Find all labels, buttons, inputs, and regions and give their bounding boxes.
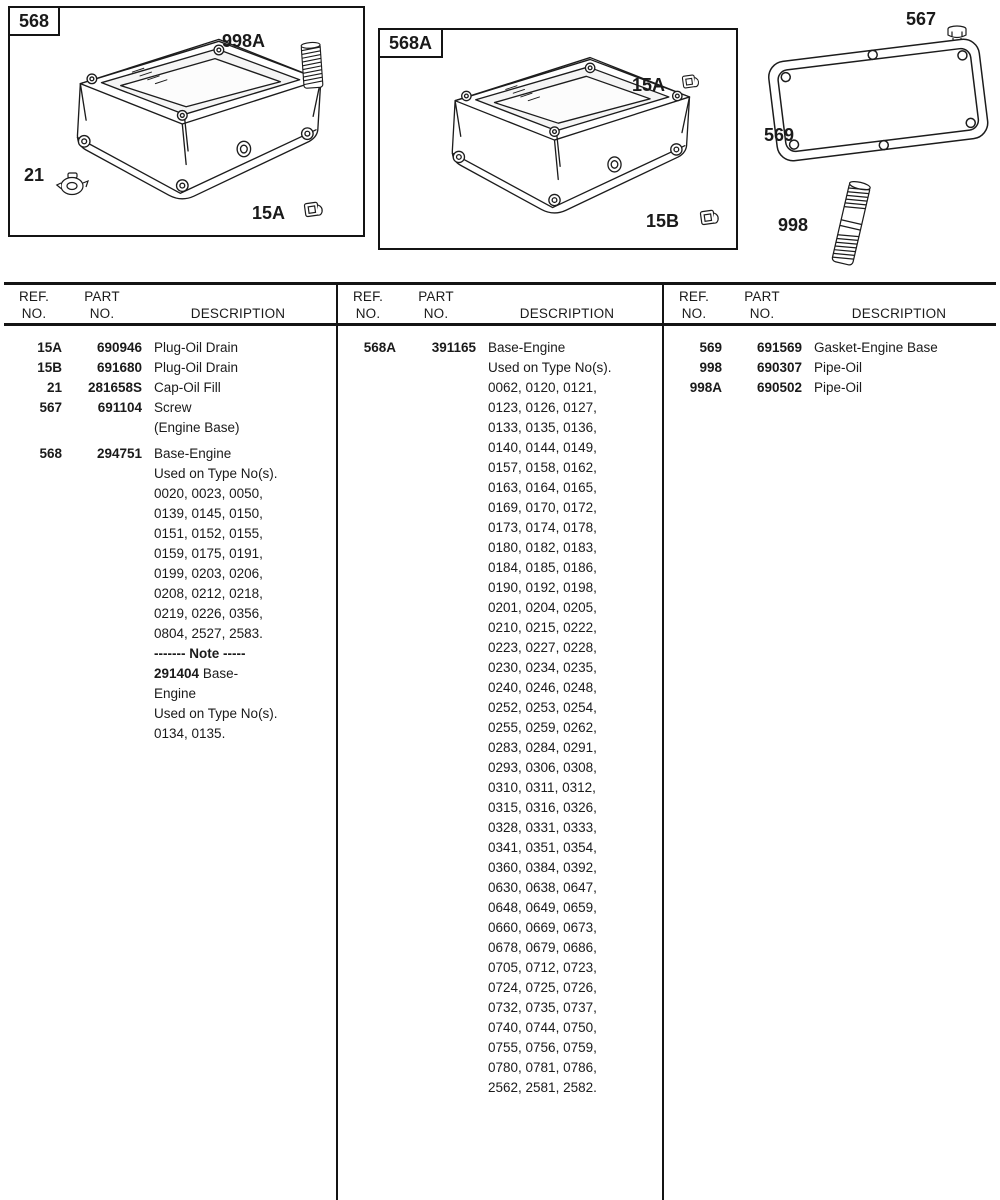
ref-no-cell: 21 — [46, 380, 62, 395]
oil-plug-15B-drawing — [698, 207, 724, 229]
ref-no-cell — [340, 618, 396, 638]
table-row — [340, 498, 658, 518]
description-cell: 2562, 2581, 2582. — [488, 1080, 597, 1095]
ref-no-cell — [6, 564, 62, 584]
part-no-cell — [396, 438, 476, 458]
ref-no-cell — [340, 538, 396, 558]
table-row — [340, 698, 658, 718]
ref-no-cell — [340, 698, 396, 718]
part-no-cell: 281658S — [87, 380, 142, 395]
table-row — [340, 998, 658, 1018]
ref-no-cell — [340, 718, 396, 738]
part-no-cell — [396, 878, 476, 898]
part-no-cell — [62, 704, 142, 724]
part-no-cell: 690307 — [756, 360, 802, 375]
table-row — [340, 898, 658, 918]
ref-no-cell — [6, 524, 62, 544]
table-row — [6, 524, 334, 544]
ref-no-cell — [6, 704, 62, 724]
parts-column-3 — [666, 338, 996, 398]
table-row — [340, 1038, 658, 1058]
table-row — [6, 444, 334, 464]
part-no-cell — [62, 544, 142, 564]
ref-no-cell — [340, 858, 396, 878]
table-row — [666, 338, 996, 358]
table-row — [6, 544, 334, 564]
part-no-cell — [396, 678, 476, 698]
part-no-cell — [396, 838, 476, 858]
description-cell: (Engine Base) — [154, 420, 240, 435]
description-cell: 0705, 0712, 0723, — [488, 960, 597, 975]
table-row — [340, 758, 658, 778]
table-row — [340, 858, 658, 878]
description-cell: Plug-Oil Drain — [154, 360, 239, 375]
part-no-cell — [62, 624, 142, 644]
table-row — [6, 684, 334, 704]
ref-no-cell: 15B — [37, 360, 62, 375]
part-no-cell — [396, 618, 476, 638]
ref-no-cell — [340, 1058, 396, 1078]
part-no-cell — [62, 524, 142, 544]
part-no-cell — [62, 644, 142, 664]
part-no-cell: 690946 — [96, 340, 142, 355]
part-no-cell — [62, 664, 142, 684]
table-divider-2 — [662, 282, 664, 1200]
part-no-cell — [396, 858, 476, 878]
part-no-cell — [396, 978, 476, 998]
figure-box-568A — [378, 28, 738, 250]
part-no-cell — [396, 558, 476, 578]
ref-no-cell: 568A — [363, 340, 396, 355]
header-ref-label: REF. — [18, 289, 50, 304]
callout-15A: 15A — [252, 203, 286, 223]
ref-no-cell — [340, 378, 396, 398]
table-row — [6, 624, 334, 644]
description-cell: 0240, 0246, 0248, — [488, 680, 597, 695]
figure-tag-568A: 568A — [378, 28, 443, 58]
description-cell: 0804, 2527, 2583. — [154, 626, 263, 641]
ref-no-cell: 998 — [699, 360, 722, 375]
part-no-cell — [62, 464, 142, 484]
table-row — [6, 724, 334, 744]
part-no-cell — [396, 638, 476, 658]
table-row — [6, 604, 334, 624]
description-cell: 0230, 0234, 0235, — [488, 660, 597, 675]
ref-no-cell — [340, 838, 396, 858]
oil-plug-15A-drawing — [302, 199, 328, 221]
part-no-cell — [396, 998, 476, 1018]
callout-998A: 998A — [222, 31, 266, 51]
header-ref-no: NO. — [355, 306, 381, 321]
part-no-cell — [62, 564, 142, 584]
table-row — [340, 478, 658, 498]
description-cell: 0660, 0669, 0673, — [488, 920, 597, 935]
ref-no-cell — [6, 504, 62, 524]
description-cell: 0328, 0331, 0333, — [488, 820, 597, 835]
part-no-cell — [62, 484, 142, 504]
description-cell: Engine — [154, 686, 197, 701]
table-row — [340, 1058, 658, 1078]
description-cell: 291404 Base- — [154, 666, 239, 681]
ref-no-cell — [340, 978, 396, 998]
table-row — [340, 818, 658, 838]
description-cell: Used on Type No(s). — [488, 360, 612, 375]
description-cell: 0732, 0735, 0737, — [488, 1000, 597, 1015]
part-no-cell: 691569 — [756, 340, 802, 355]
ref-no-cell — [340, 558, 396, 578]
table-row — [340, 978, 658, 998]
table-row — [340, 438, 658, 458]
ref-no-cell: 15A — [37, 340, 62, 355]
ref-no-cell: 569 — [699, 340, 722, 355]
description-cell: Screw — [154, 400, 192, 415]
callout-15B: 15B — [646, 211, 680, 231]
part-no-cell — [396, 538, 476, 558]
table-row — [340, 1078, 658, 1098]
oil-pipe-998A-drawing — [296, 38, 330, 94]
description-cell: 0315, 0316, 0326, — [488, 800, 597, 815]
ref-no-cell — [340, 658, 396, 678]
description-cell: ------- Note ----- — [154, 646, 246, 661]
ref-no-cell — [340, 778, 396, 798]
table-row — [340, 558, 658, 578]
ref-no-cell — [340, 418, 396, 438]
ref-no-cell — [340, 498, 396, 518]
ref-no-cell — [340, 1078, 396, 1098]
ref-no-cell: 568 — [39, 446, 62, 461]
table-row — [6, 584, 334, 604]
part-no-cell — [396, 598, 476, 618]
table-row — [340, 838, 658, 858]
part-no-cell — [396, 898, 476, 918]
table-row — [340, 578, 658, 598]
description-cell: 0062, 0120, 0121, — [488, 380, 597, 395]
table-header-1 — [6, 289, 334, 321]
callout-569: 569 — [764, 125, 795, 145]
ref-no-cell — [340, 638, 396, 658]
ref-no-cell — [340, 1018, 396, 1038]
callout-567: 567 — [906, 9, 937, 29]
part-no-cell — [396, 1078, 476, 1098]
callout-998: 998 — [778, 215, 809, 235]
ref-no-cell — [340, 678, 396, 698]
description-cell: 0020, 0023, 0050, — [154, 486, 263, 501]
ref-no-cell — [340, 958, 396, 978]
table-row — [340, 358, 658, 378]
ref-no-cell — [6, 724, 62, 744]
table-row — [340, 338, 658, 358]
description-cell: 0134, 0135. — [154, 726, 226, 741]
table-row — [6, 564, 334, 584]
part-no-cell — [62, 418, 142, 438]
description-cell: Used on Type No(s). — [154, 466, 278, 481]
part-no-cell — [396, 1038, 476, 1058]
description-cell: Gasket-Engine Base — [814, 340, 938, 355]
header-description: DESCRIPTION — [851, 306, 947, 321]
description-cell: 0755, 0756, 0759, — [488, 1040, 597, 1055]
part-no-cell — [396, 518, 476, 538]
description-cell: Pipe-Oil — [814, 360, 863, 375]
parts-column-1 — [6, 338, 334, 744]
figure-box-568 — [8, 6, 365, 237]
part-no-cell — [396, 698, 476, 718]
part-no-cell — [396, 1018, 476, 1038]
table-row — [340, 918, 658, 938]
description-cell: 0648, 0649, 0659, — [488, 900, 597, 915]
ref-no-cell — [340, 478, 396, 498]
part-no-cell — [396, 958, 476, 978]
description-cell: 0341, 0351, 0354, — [488, 840, 597, 855]
ref-no-cell — [340, 878, 396, 898]
description-cell: 0208, 0212, 0218, — [154, 586, 263, 601]
header-part-label: PART — [84, 289, 120, 304]
header-spacer — [476, 289, 658, 304]
ref-no-cell — [340, 1038, 396, 1058]
ref-no-cell — [6, 484, 62, 504]
table-row — [340, 678, 658, 698]
part-no-cell — [62, 724, 142, 744]
ref-no-cell — [6, 644, 62, 664]
table-row — [340, 618, 658, 638]
header-spacer — [142, 289, 334, 304]
ref-no-cell — [340, 358, 396, 378]
description-cell: 0255, 0259, 0262, — [488, 720, 597, 735]
header-description: DESCRIPTION — [519, 306, 615, 321]
header-part-no: NO. — [423, 306, 449, 321]
table-row — [340, 718, 658, 738]
ref-no-cell — [340, 518, 396, 538]
description-cell: Pipe-Oil — [814, 380, 863, 395]
part-no-cell: 691680 — [96, 360, 142, 375]
part-no-cell — [396, 358, 476, 378]
table-row — [6, 484, 334, 504]
part-no-cell — [396, 658, 476, 678]
header-ref-label: REF. — [678, 289, 710, 304]
figure-tag-568: 568 — [8, 6, 60, 36]
part-no-cell — [396, 738, 476, 758]
part-no-cell — [396, 778, 476, 798]
table-header-3 — [666, 289, 996, 321]
part-no-cell: 294751 — [96, 446, 142, 461]
ref-no-cell — [6, 664, 62, 684]
ref-no-cell — [340, 998, 396, 1018]
description-cell: 0678, 0679, 0686, — [488, 940, 597, 955]
ref-no-cell — [6, 684, 62, 704]
gasket-569-drawing — [762, 20, 994, 176]
description-cell: 0159, 0175, 0191, — [154, 546, 263, 561]
ref-no-cell — [340, 458, 396, 478]
description-cell: Base-Engine — [488, 340, 566, 355]
table-row — [340, 458, 658, 478]
header-ref-label: REF. — [352, 289, 384, 304]
table-row — [6, 704, 334, 724]
callout-21: 21 — [24, 165, 45, 185]
oil-plug-15A2-drawing — [680, 72, 704, 92]
description-cell: Cap-Oil Fill — [154, 380, 221, 395]
description-cell: 0139, 0145, 0150, — [154, 506, 263, 521]
table-row — [340, 518, 658, 538]
table-divider-1 — [336, 282, 338, 1200]
description-cell: 0201, 0204, 0205, — [488, 600, 597, 615]
part-no-cell — [396, 398, 476, 418]
table-row — [6, 464, 334, 484]
table-row — [340, 878, 658, 898]
description-cell: 0780, 0781, 0786, — [488, 1060, 597, 1075]
part-no-cell — [396, 478, 476, 498]
part-no-cell — [396, 938, 476, 958]
ref-no-cell — [6, 584, 62, 604]
description-cell: 0293, 0306, 0308, — [488, 760, 597, 775]
description-cell: 0360, 0384, 0392, — [488, 860, 597, 875]
ref-no-cell: 567 — [39, 400, 62, 415]
table-row — [666, 378, 996, 398]
description-cell: 0169, 0170, 0172, — [488, 500, 597, 515]
header-ref-no: NO. — [21, 306, 47, 321]
part-no-cell — [396, 1058, 476, 1078]
table-row — [6, 664, 334, 684]
ref-no-cell — [340, 918, 396, 938]
description-cell: 0140, 0144, 0149, — [488, 440, 597, 455]
ref-no-cell — [340, 578, 396, 598]
part-no-cell: 691104 — [97, 400, 142, 415]
description-cell: Used on Type No(s). — [154, 706, 278, 721]
header-part-no: NO. — [89, 306, 115, 321]
description-cell: 0123, 0126, 0127, — [488, 400, 597, 415]
table-row — [340, 378, 658, 398]
ref-no-cell — [6, 464, 62, 484]
table-row — [6, 378, 334, 398]
ref-no-cell — [340, 938, 396, 958]
callout-15A-2: 15A — [632, 75, 666, 95]
part-no-cell — [396, 918, 476, 938]
description-cell: 0724, 0725, 0726, — [488, 980, 597, 995]
description-cell: 0223, 0227, 0228, — [488, 640, 597, 655]
part-no-cell — [62, 684, 142, 704]
ref-no-cell — [340, 438, 396, 458]
part-no-cell — [396, 418, 476, 438]
ref-no-cell — [340, 598, 396, 618]
table-row — [6, 338, 334, 358]
table-row — [6, 358, 334, 378]
table-row — [340, 958, 658, 978]
ref-no-cell — [340, 758, 396, 778]
description-cell: 0173, 0174, 0178, — [488, 520, 597, 535]
description-cell: 0210, 0215, 0222, — [488, 620, 597, 635]
part-no-cell: 391165 — [431, 340, 476, 355]
table-row — [6, 418, 334, 438]
part-no-cell — [396, 818, 476, 838]
ref-no-cell — [6, 624, 62, 644]
description-cell: 0151, 0152, 0155, — [154, 526, 263, 541]
description-cell: 0283, 0284, 0291, — [488, 740, 597, 755]
part-no-cell — [396, 718, 476, 738]
description-cell: 0180, 0182, 0183, — [488, 540, 597, 555]
oil-cap-21-drawing — [56, 172, 94, 198]
table-row — [340, 398, 658, 418]
description-cell: 0184, 0185, 0186, — [488, 560, 597, 575]
table-row — [340, 658, 658, 678]
description-cell: 0199, 0203, 0206, — [154, 566, 263, 581]
part-no-cell — [396, 758, 476, 778]
table-row — [666, 358, 996, 378]
table-row — [340, 418, 658, 438]
header-spacer — [802, 289, 996, 304]
ref-no-cell — [340, 898, 396, 918]
part-no-cell — [396, 578, 476, 598]
table-row — [340, 778, 658, 798]
parts-column-2 — [340, 338, 658, 1098]
ref-no-cell — [340, 818, 396, 838]
table-row — [340, 598, 658, 618]
header-part-label: PART — [744, 289, 780, 304]
part-no-cell — [62, 604, 142, 624]
ref-no-cell — [6, 544, 62, 564]
part-no-cell — [62, 504, 142, 524]
description-cell: 0219, 0226, 0356, — [154, 606, 263, 621]
ref-no-cell — [340, 798, 396, 818]
ref-no-cell: 998A — [689, 380, 722, 395]
ref-no-cell — [6, 604, 62, 624]
table-row — [340, 938, 658, 958]
ref-no-cell — [340, 398, 396, 418]
part-no-cell — [62, 584, 142, 604]
description-cell: 0310, 0311, 0312, — [488, 780, 596, 795]
ref-no-cell — [340, 738, 396, 758]
description-cell: 0133, 0135, 0136, — [488, 420, 597, 435]
table-top-rule — [4, 282, 996, 285]
description-cell: 0252, 0253, 0254, — [488, 700, 597, 715]
part-no-cell — [396, 498, 476, 518]
description-cell: 0157, 0158, 0162, — [488, 460, 597, 475]
description-cell: Base-Engine — [154, 446, 232, 461]
table-header-rule — [4, 323, 996, 326]
description-cell: 0163, 0164, 0165, — [488, 480, 597, 495]
header-part-no: NO. — [749, 306, 775, 321]
table-row — [340, 638, 658, 658]
description-cell: Plug-Oil Drain — [154, 340, 239, 355]
description-cell: 0630, 0638, 0647, — [488, 880, 597, 895]
table-row — [340, 798, 658, 818]
part-no-cell — [396, 798, 476, 818]
header-part-label: PART — [418, 289, 454, 304]
header-ref-no: NO. — [681, 306, 707, 321]
table-row — [6, 644, 334, 664]
table-row — [340, 538, 658, 558]
part-no-cell: 690502 — [756, 380, 802, 395]
part-no-cell — [396, 458, 476, 478]
description-cell: 0190, 0192, 0198, — [488, 580, 597, 595]
header-description: DESCRIPTION — [190, 306, 286, 321]
table-row — [340, 1018, 658, 1038]
description-cell: 0740, 0744, 0750, — [488, 1020, 597, 1035]
ref-no-cell — [6, 418, 62, 438]
table-header-2 — [340, 289, 658, 321]
table-row — [6, 504, 334, 524]
oil-pipe-998-drawing — [826, 176, 876, 272]
part-no-cell — [396, 378, 476, 398]
table-row — [6, 398, 334, 418]
table-row — [340, 738, 658, 758]
